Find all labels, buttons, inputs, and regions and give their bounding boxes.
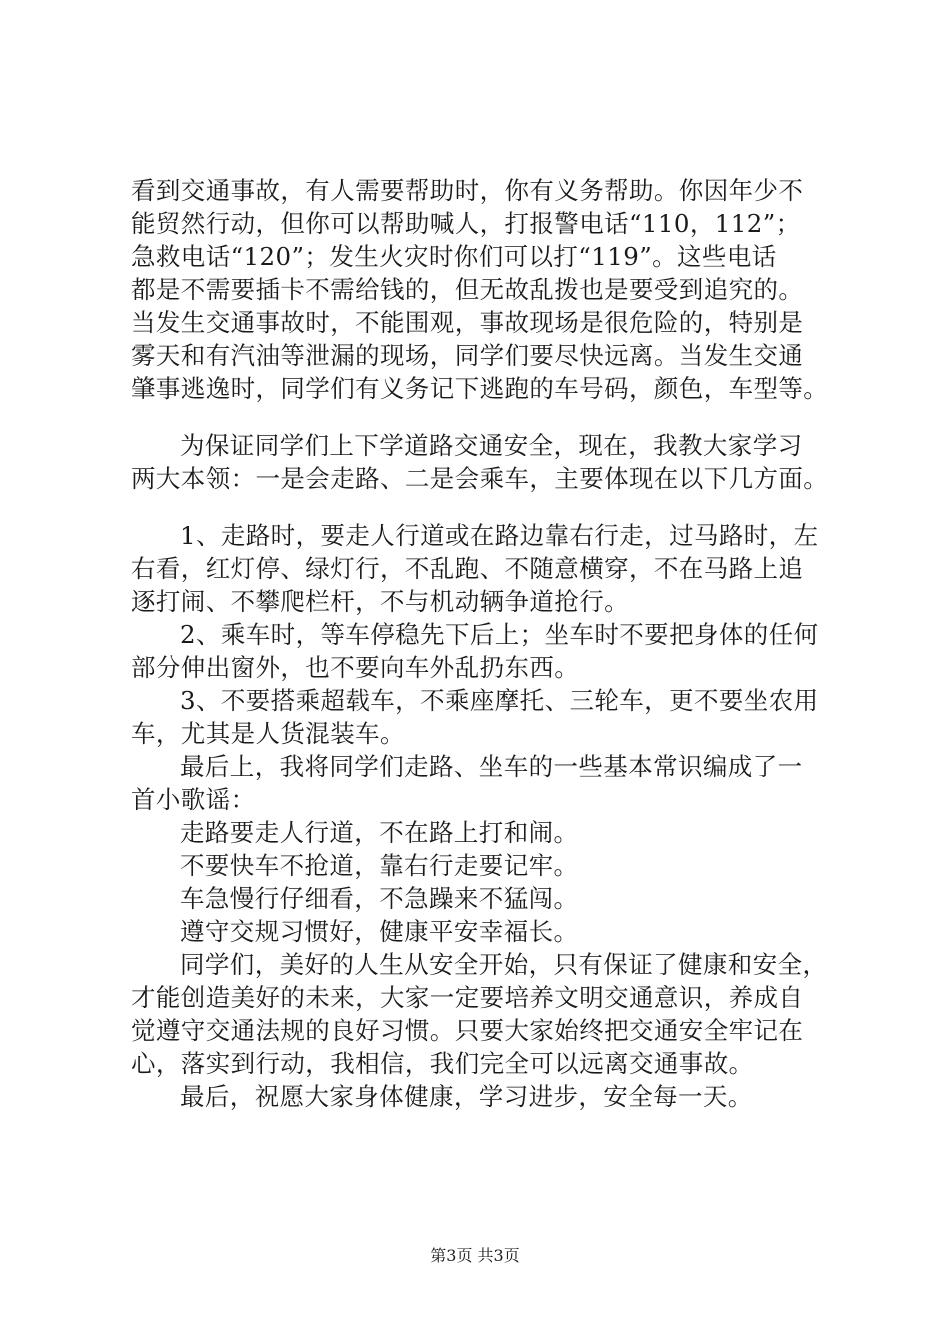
text-line: 肇事逃逸时，同学们有义务记下逃跑的车号码，颜色，车型等。 — [131, 374, 829, 403]
paragraph-accident-help — [131, 174, 843, 405]
paragraph-spacer — [131, 495, 843, 519]
song-line: 不要快车不抢道，靠右行走要记牢。 — [180, 851, 579, 880]
text-line: 最后，祝愿大家身体健康，学习进步，安全每一天。 — [180, 1082, 753, 1111]
text-line: 首小歌谣： — [131, 785, 256, 814]
text-line: 部分伸出窗外，也不要向车外乱扔东西。 — [131, 653, 580, 682]
text-line: 3、不要搭乘超载车，不乘座摩托、三轮车，更不要坐农用 — [180, 686, 819, 715]
text-line: 当发生交通事故时，不能围观，事故现场是很危险的，特别是 — [131, 308, 804, 337]
paragraph-two-skills — [131, 429, 843, 495]
list-item-overloaded — [131, 684, 843, 750]
document-body — [131, 174, 843, 1113]
song-verses — [131, 816, 843, 948]
text-line: 1、走路时，要走人行道或在路边靠右行走，过马路时，左 — [180, 521, 819, 550]
text-line: 雾天和有汽油等泄漏的现场，同学们要尽快远离。当发生交通 — [131, 341, 804, 370]
text-line: 逐打闹、不攀爬栏杆，不与机动辆争道抢行。 — [131, 587, 629, 616]
text-line: 才能创造美好的未来，大家一定要培养文明交通意识，养成自 — [131, 983, 804, 1012]
paragraph-song-intro — [131, 750, 843, 816]
text-line: 同学们，美好的人生从安全开始，只有保证了健康和安全， — [180, 950, 828, 979]
text-line: 觉遵守交通法规的良好习惯。只要大家始终把交通安全牢记在 — [131, 1016, 804, 1045]
song-line: 遵守交规习惯好，健康平安幸福长。 — [180, 917, 579, 946]
text-line: 为保证同学们上下学道路交通安全，现在，我教大家学习 — [180, 431, 803, 460]
text-line: 能贸然行动，但你可以帮助喊人，打报警电话“110，112”； — [131, 209, 801, 238]
list-item-walking — [131, 519, 843, 618]
text-line: 车，尤其是人货混装车。 — [131, 719, 405, 748]
text-line: 看到交通事故，有人需要帮助时，你有义务帮助。你因年少不 — [131, 176, 804, 205]
paragraph-closing — [131, 948, 843, 1080]
page-number-footer: 第3页 共3页 — [430, 1246, 520, 1265]
text-line: 2、乘车时，等车停稳先下后上；坐车时不要把身体的任何 — [180, 620, 819, 649]
text-line: 急救电话“120”；发生火灾时你们可以打“119”。这些电话 — [131, 242, 777, 271]
text-line: 右看，红灯停、绿灯行，不乱跑、不随意横穿，不在马路上追 — [131, 554, 804, 583]
song-line: 走路要走人行道，不在路上打和闹。 — [180, 818, 579, 847]
text-line: 都是不需要插卡不需给钱的，但无故乱拨也是要受到追究的。 — [131, 275, 804, 304]
text-line: 最后上，我将同学们走路、坐车的一些基本常识编成了一 — [180, 752, 803, 781]
text-line: 心，落实到行动，我相信，我们完全可以远离交通事故。 — [131, 1049, 754, 1078]
paragraph-spacer — [131, 405, 843, 429]
list-item-riding — [131, 618, 843, 684]
song-line: 车急慢行仔细看，不急躁来不猛闯。 — [180, 884, 579, 913]
paragraph-final-wish — [131, 1080, 843, 1113]
text-line: 两大本领：一是会走路、二是会乘车，主要体现在以下几方面。 — [131, 464, 829, 493]
